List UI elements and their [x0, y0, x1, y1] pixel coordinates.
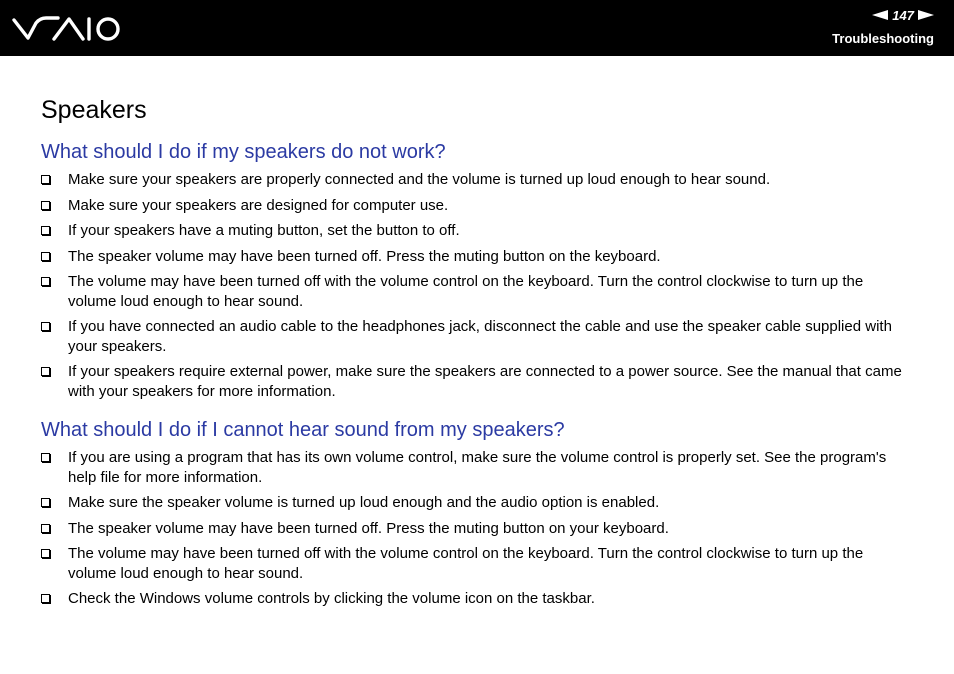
list-item	[41, 362, 911, 401]
list-item	[41, 317, 911, 356]
checkbox-bullet-icon	[41, 277, 50, 286]
checkbox-bullet-icon	[41, 498, 50, 507]
list-item-text: The volume may have been turned off with the volume control on the keyboard. Turn the control clockwise to turn up the volume loud enough to hear sound.	[68, 273, 864, 310]
checkbox-bullet-icon	[41, 201, 50, 210]
checklist-cannot-hear-sound	[41, 448, 911, 609]
header-bar	[0, 0, 954, 56]
list-item	[41, 272, 911, 311]
checkbox-bullet-icon	[41, 226, 50, 235]
list-item	[41, 247, 911, 267]
checkbox-bullet-icon	[41, 322, 50, 331]
list-item	[41, 170, 911, 190]
list-item	[41, 544, 911, 583]
list-item-text: Make sure the speaker volume is turned up loud enough and the audio option is enabled.	[68, 494, 660, 511]
section-heading-speakers-not-working: What should I do if my speakers do not work?	[41, 141, 446, 163]
list-item	[41, 493, 911, 513]
page-number: 147	[892, 7, 914, 23]
list-item-text: If you are using a program that has its own volume control, make sure the volume control is properly set. See the program's help file for more information.	[68, 449, 887, 486]
vaio-logo	[12, 14, 122, 44]
checkbox-bullet-icon	[41, 367, 50, 376]
list-item-text: Make sure your speakers are properly connected and the volume is turned up loud enough to hear sound.	[68, 171, 771, 188]
page-title: Speakers	[41, 96, 147, 124]
next-page-icon[interactable]	[918, 10, 934, 20]
checkbox-bullet-icon	[41, 594, 50, 603]
list-item-text: The volume may have been turned off with the volume control on the keyboard. Turn the control clockwise to turn up the volume loud enough to hear sound.	[68, 545, 864, 582]
list-item-text: Check the Windows volume controls by clicking the volume icon on the taskbar.	[68, 590, 595, 607]
checkbox-bullet-icon	[41, 175, 50, 184]
list-item-text: If you have connected an audio cable to the headphones jack, disconnect the cable and use the speaker cable supplied with your speakers.	[68, 318, 892, 355]
checkbox-bullet-icon	[41, 453, 50, 462]
previous-page-icon[interactable]	[872, 10, 888, 20]
list-item	[41, 221, 911, 241]
page-content	[41, 96, 911, 615]
page-navigator	[872, 7, 934, 23]
list-item	[41, 589, 911, 609]
section-label: Troubleshooting	[832, 31, 934, 46]
checkbox-bullet-icon	[41, 549, 50, 558]
list-item	[41, 448, 911, 487]
list-item	[41, 196, 911, 216]
list-item-text: If your speakers require external power, make sure the speakers are connected to a power source. See the manual that came with your speakers for more information.	[68, 363, 902, 400]
checklist-speakers-not-working	[41, 170, 911, 401]
list-item-text: Make sure your speakers are designed for computer use.	[68, 196, 449, 214]
checkbox-bullet-icon	[41, 252, 50, 261]
list-item	[41, 519, 911, 539]
list-item-text: The speaker volume may have been turned off. Press the muting button on the keyboard.	[68, 247, 661, 265]
checkbox-bullet-icon	[41, 524, 50, 533]
section-heading-cannot-hear-sound: What should I do if I cannot hear sound from my speakers?	[41, 419, 565, 441]
list-item-text: The speaker volume may have been turned off. Press the muting button on your keyboard.	[68, 519, 669, 537]
list-item-text: If your speakers have a muting button, set the button to off.	[68, 222, 460, 239]
